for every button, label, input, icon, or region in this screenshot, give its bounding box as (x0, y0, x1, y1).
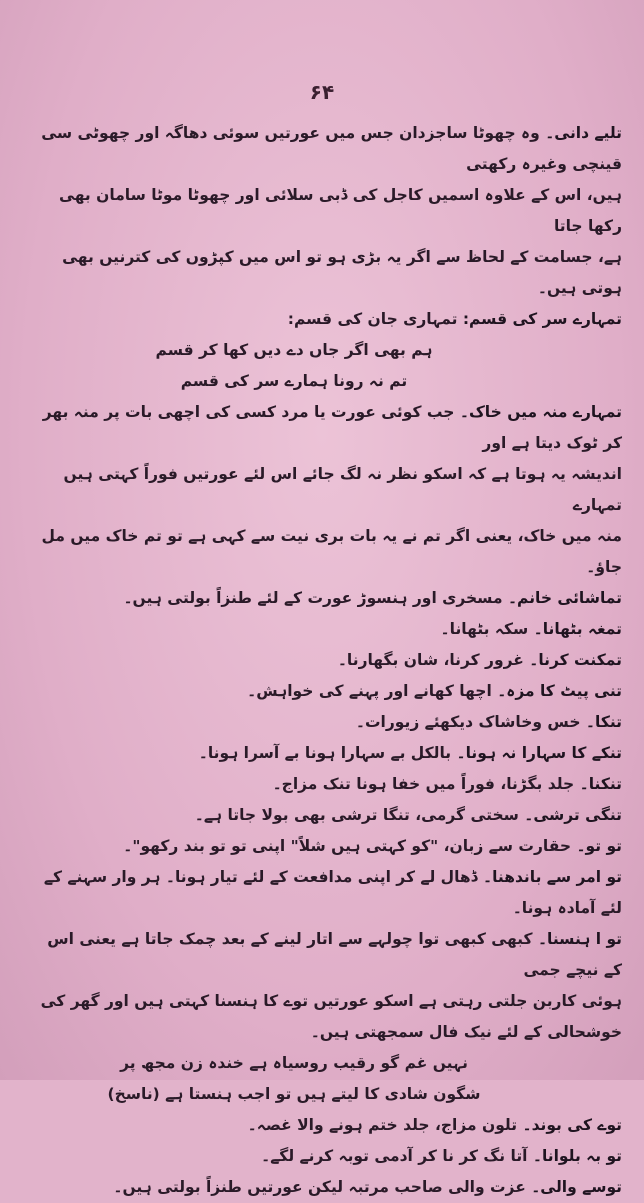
entry (26, 924, 622, 1048)
entry-term: تماشائی خانم۔ (507, 589, 622, 607)
entry-term: تنگی ترشی۔ (524, 806, 622, 824)
entry-term: تنکنا۔ (579, 775, 622, 793)
entry (26, 614, 622, 645)
entry (26, 676, 622, 707)
verse-line: نہیں غم گو رقیب روسیاہ ہے خندہ زن مجھ پر (120, 1054, 468, 1072)
entry-definition: حقارت سے زبان، "کو کہتی ہیں شلاً" اپنی تو تو بند رکھو"۔ (123, 837, 572, 855)
entry-term: توے کی بوند۔ (522, 1116, 622, 1134)
entry-term: توسے والی۔ (531, 1178, 622, 1196)
entry (26, 862, 622, 924)
entry-definition: خوشحالی کے لئے نیک فال سمجھتی ہیں۔ (310, 1023, 622, 1041)
entry (26, 1110, 622, 1141)
verse-line: ہم بھی اگر جاں دے دیں کھا کر قسم (155, 341, 433, 359)
entry-definition: آتا نگ کر نا کر آدمی توبہ کرنے لگے۔ (261, 1147, 528, 1165)
entry-term: تمہارے منہ میں خاک۔ (459, 403, 622, 421)
verse (26, 1048, 622, 1110)
entry-term: تو بہ بلوانا۔ (532, 1147, 622, 1165)
entry-term: تمہارے سر کی قسم: (462, 310, 622, 328)
entry-definition: اچھا کھانے اور پہنے کی خواہش۔ (247, 682, 492, 700)
entry (26, 831, 622, 862)
entry-definition: جب کوئی عورت یا مرد کسی کی اچھی بات پر منہ بھر کر ٹوک دیتا ہے اور (42, 403, 622, 452)
entry-term: تو ا ہنسنا۔ (537, 930, 622, 948)
entry (26, 1172, 622, 1203)
entry (26, 769, 622, 800)
entry (26, 800, 622, 831)
entry-term: تمکنت کرنا۔ (529, 651, 622, 669)
entry-definition: وہ چھوٹا ساجزدان جس میں عورتیں سوئی دھاگہ اور چھوٹی سی قینچی وغیرہ رکھتی (41, 124, 622, 173)
entry (26, 304, 622, 335)
entry-term: تو امر سے باندھنا۔ (483, 868, 622, 886)
page-number: ۶۴ (309, 80, 335, 104)
entry-term: تمغہ بٹھانا۔ (533, 620, 622, 638)
entry-term: تنی پیٹ کا مزہ۔ (497, 682, 622, 700)
entry (26, 118, 622, 304)
entry (26, 645, 622, 676)
entry-definition: بالکل بے سہارا ہونا بے آسرا ہونا۔ (198, 744, 452, 762)
entry-definition: جلد بگڑنا، فوراً میں خفا ہونا تنک مزاج۔ (272, 775, 575, 793)
entry (26, 1141, 622, 1172)
entry (26, 738, 622, 769)
entry (26, 707, 622, 738)
entry-definition: سکہ بٹھانا۔ (440, 620, 529, 638)
entry-definition: اندیشہ یہ ہوتا ہے کہ اسکو نظر نہ لگ جائے اس لئے عورتیں فوراً کہتی ہیں تمہارے (63, 465, 622, 514)
entry-term: تو تو۔ (576, 837, 622, 855)
entry (26, 397, 622, 583)
entry-term: تنکے کا سہارا نہ ہونا۔ (456, 744, 622, 762)
entry-definition: غرور کرنا، شان بگھارنا۔ (337, 651, 524, 669)
entry-term: تنکا۔ (585, 713, 622, 731)
entry-definition: مسخری اور ہنسوڑ عورت کے لئے طنزاً بولتی ہیں۔ (123, 589, 503, 607)
entry-definition: ہے، جسامت کے لحاظ سے اگر یہ بڑی ہو تو اس میں کپڑوں کی کترنیں بھی ہوتی ہیں۔ (62, 248, 622, 297)
entry-definition: ہوئی کاربن جلتی رہتی ہے اسکو عورتیں توے کا ہنسنا کہتی ہیں اور گھر کی (40, 992, 622, 1010)
entry-definition: تمہاری جان کی قسم: (287, 310, 458, 328)
entry-definition: ڈھال لے کر اپنی مدافعت کے لئے تیار ہونا۔ ہر وار سہنے کے لئے آمادہ ہونا۔ (43, 868, 622, 917)
entry-term: تلیے دانی۔ (545, 124, 622, 142)
dictionary-entries (26, 118, 622, 1203)
verse (26, 335, 622, 397)
entry-definition: سختی گرمی، تنگا ترشی بھی بولا جاتا ہے۔ (194, 806, 519, 824)
entry-definition: کبھی کبھی توا چولہے سے اتار لینے کے بعد چمک جاتا ہے یعنی اس کے نیچے جمی (47, 930, 622, 979)
entry-definition: ہیں، اس کے علاوہ اسمیں کاجل کی ڈبی سلائی اور چھوٹا موٹا سامان بھی رکھا جاتا (59, 186, 622, 235)
entry-definition: خس وخاشاک دیکھئے زیورات۔ (355, 713, 581, 731)
verse-line: تم نہ رونا ہمارے سر کی قسم (180, 372, 408, 390)
entry (26, 583, 622, 614)
entry-definition: تلون مزاج، جلد ختم ہونے والا غصہ۔ (247, 1116, 518, 1134)
entry-definition: عزت والی صاحب مرتبہ لیکن عورتیں طنزاً بولتی ہیں۔ (113, 1178, 526, 1196)
verse-line: شگون شادی کا لیتے ہیں تو اجب ہنستا ہے (ناسخ) (107, 1085, 481, 1103)
entry-definition: منہ میں خاک، یعنی اگر تم نے یہ بات بری نیت سے کہی ہے تو تم خاک میں مل جاؤ۔ (41, 527, 622, 576)
